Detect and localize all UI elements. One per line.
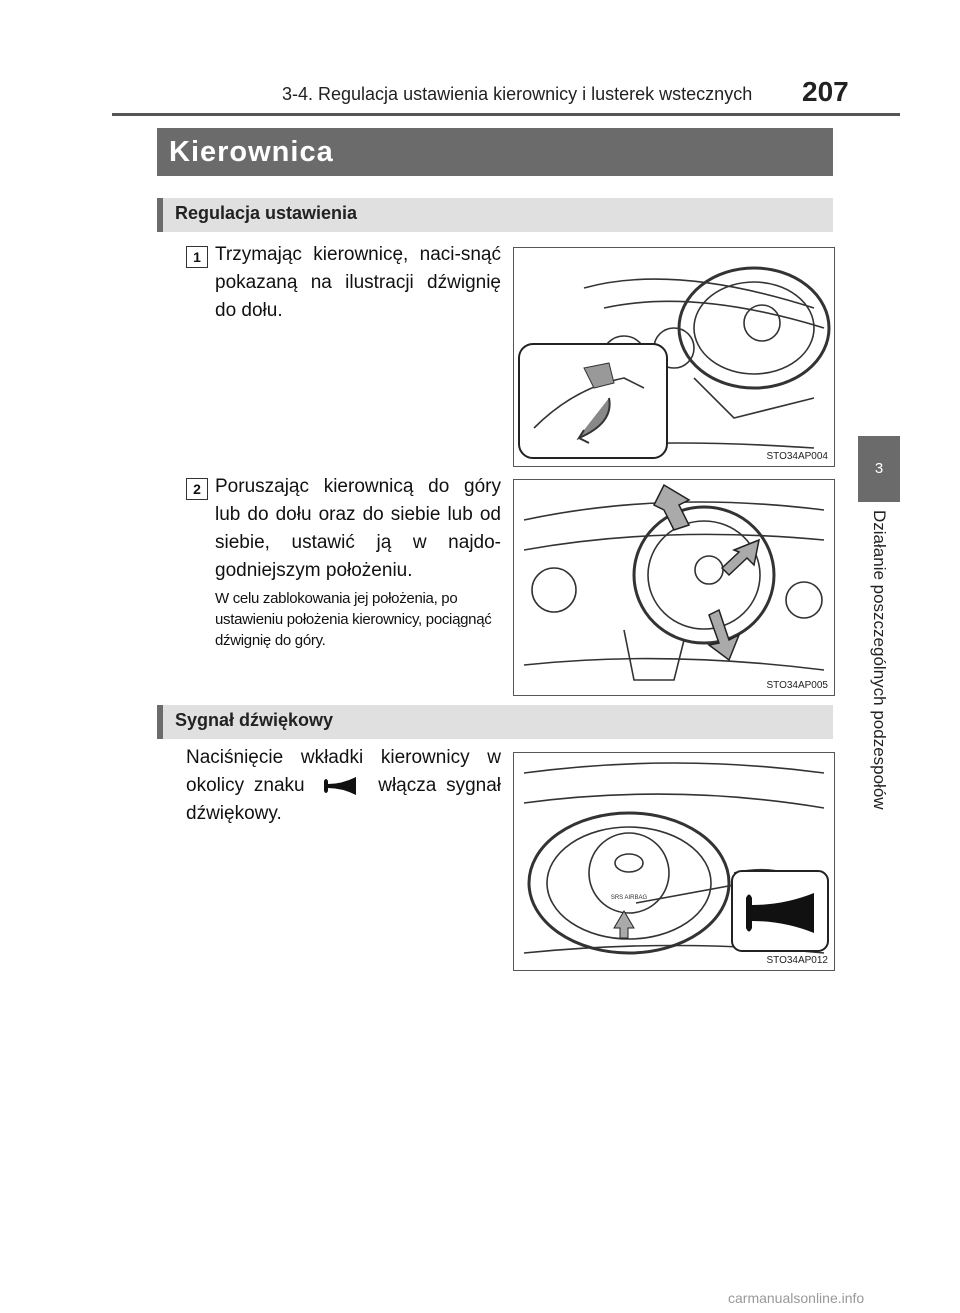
subheading-adjust-text: Regulacja ustawienia [175, 203, 358, 223]
running-header: 3-4. Regulacja ustawienia kierownicy i lusterek wstecznych [282, 84, 753, 104]
illustration-horn [513, 752, 835, 971]
chapter-side-label [858, 510, 900, 870]
chapter-tab: 3 [858, 436, 900, 502]
subheading-horn [157, 705, 833, 739]
step-2-text: Poruszając kierownicą do góry lub do dołu oraz do siebie lub od siebie, ustawić ją w najdo-godniejszym położeniu. [215, 476, 501, 581]
watermark: carmanualsonline.info [728, 1290, 865, 1306]
horn-text-before: Naciśnięcie wkładki kierownicy w okolicy znaku [186, 747, 501, 796]
page-number: 207 [802, 76, 849, 107]
step-2-number: 2 [186, 478, 208, 500]
step-2-note: W celu zablokowania jej położenia, po ustawieniu położenia kierownicy, pociągnąć dźwignię do góry. [215, 590, 492, 649]
subheading-horn-text: Sygnał dźwiękowy [175, 710, 334, 730]
image-code-2: STO34AP005 [766, 680, 828, 691]
illustration-steering-adjust [513, 479, 835, 696]
inset-lever-detail [519, 344, 667, 458]
header-rule [112, 113, 900, 116]
steering-lever-drawing [514, 248, 834, 466]
horn-inset [732, 871, 828, 951]
section-heading [157, 128, 833, 176]
horn-inline-icon [320, 775, 362, 797]
section-title: Kierownica [169, 136, 334, 168]
horn-text-after: włącza sygnał dźwiękowy. [186, 775, 502, 824]
steering-adjust-drawing [514, 480, 834, 695]
airbag-label: SRS AIRBAG [610, 895, 648, 901]
image-code-3: STO34AP012 [766, 955, 828, 966]
subheading-adjust [157, 198, 833, 232]
horn-text [186, 744, 501, 828]
image-code-1: STO34AP004 [766, 451, 828, 462]
illustration-steering-lever [513, 247, 835, 467]
step-1-number: 1 [186, 246, 208, 268]
step-1-text: Trzymając kierownicę, naci-snąć pokazaną na ilustracji dźwignię do dołu. [215, 244, 501, 321]
horn-drawing [514, 753, 834, 970]
chapter-side-label-text: Działanie poszczególnych podzespołów [870, 510, 889, 810]
